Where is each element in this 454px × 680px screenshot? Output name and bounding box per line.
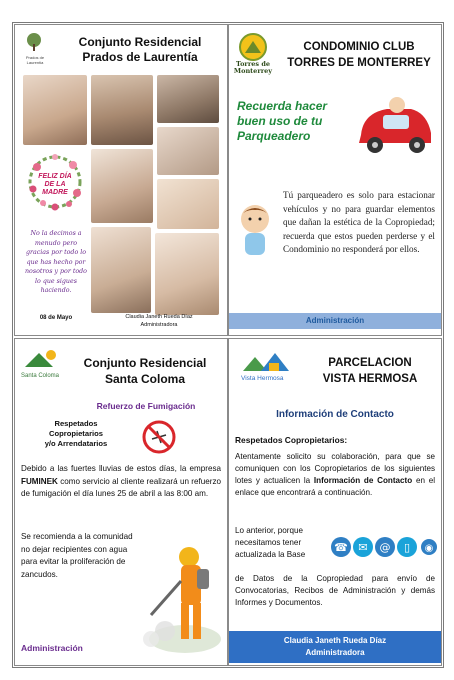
tree-logo <box>23 31 45 53</box>
svg-text:◉: ◉ <box>424 543 434 554</box>
reason-text-b: de Datos de la Copropiedad para envío de Convocatorias, Recibos de Administración y demás Informes y Documentos. <box>235 574 435 607</box>
vista-hermosa-logo <box>239 347 297 373</box>
photo-kids-playing <box>157 179 219 229</box>
fumigation-notice: Debido a las fuertes lluvias de estos días, la empresa FUMINEK como servicio al cliente realizará un refuerzo de fumigación el día lunes 25 de abril a las 8:00 am. <box>21 464 221 498</box>
card-prados-laurentia <box>14 24 228 336</box>
greeting: Respetados Copropietarios y/o Arrendatarios <box>44 419 108 448</box>
no-mosquito-icon <box>141 419 177 455</box>
photo-woman-smiling <box>91 75 153 145</box>
logo-caption: Prados de Laurentia <box>25 55 45 65</box>
card-vista-hermosa <box>228 338 442 666</box>
parking-slogan: Recuerda hacer buen uso de tu Parqueadero <box>237 99 328 143</box>
mother-day-date: 08 de Mayo <box>39 315 73 321</box>
card-title: PARCELACION VISTA HERMOSA <box>322 357 418 385</box>
svg-text:☎: ☎ <box>334 541 348 554</box>
red-car-illustration <box>353 91 437 159</box>
signature-block: Claudia Janeth Rueda Díaz Administradora <box>125 314 193 328</box>
photo-mother-daughter-hug <box>23 75 87 145</box>
photo-mother-baby <box>91 149 153 223</box>
fumigation-subtitle: Refuerzo de Fumigación <box>96 401 196 411</box>
santa-coloma-logo <box>21 347 61 371</box>
photo-child-laughing <box>155 233 219 315</box>
parking-notice: Tú parqueadero es solo para estacionar vehículos y no para guardar elementos que dañan la estética de la Copropiedad; recuerda que estos pueden perderse y el Condominio no responderá por ellos. <box>283 190 435 254</box>
card-title: Conjunto Residencial Santa Coloma <box>83 356 207 386</box>
mother-quote: No la decimos a menudo pero gracias por todo lo que has hecho por nosotros y por todo lo que sigues haciendo. <box>25 230 87 294</box>
footer-bar: Claudia Janeth Rueda Díaz Administradora <box>229 631 441 663</box>
boy-illustration <box>233 201 277 261</box>
logo-name: Torres de Monterrey <box>233 60 273 75</box>
contact-icons <box>329 533 437 563</box>
fumigator-illustration <box>135 535 223 655</box>
photo-flowers-gift <box>91 227 151 313</box>
contact-request: Atentamente solicito su colaboración, para que se comuniquen con los Copropietarios de los siguientes lotes y actualicen la Información de Contacto en el enlace que encontrará a continuación. <box>235 452 435 497</box>
contact-subtitle: Información de Contacto <box>276 409 394 420</box>
svg-text:✉: ✉ <box>358 541 368 554</box>
photo-elder-woman <box>157 75 219 123</box>
monterrey-logo <box>239 33 267 61</box>
svg-text:@: @ <box>379 541 391 554</box>
footer-label: Administración <box>21 643 83 653</box>
card-title: CONDOMINIO CLUB TORRES DE MONTERREY <box>287 41 431 69</box>
logo-name: Vista Hermosa <box>241 375 284 382</box>
reason-text-a: Lo anterior, porque necesitamos tener actualizada la Base <box>235 526 306 559</box>
recommendation: Se recomienda a la comunidad no dejar recipientes con agua para evitar la proliferación de zancudos. <box>21 532 133 579</box>
footer-bar: Administración <box>229 313 441 329</box>
photo-family-hug <box>157 127 219 175</box>
card-torres-monterrey <box>228 24 442 336</box>
svg-text:▯: ▯ <box>403 541 411 554</box>
card-title: Conjunto Residencial Prados de Laurentía <box>78 35 202 64</box>
logo-name: Santa Coloma <box>21 373 60 379</box>
card-santa-coloma <box>14 338 228 666</box>
greeting: Respetados Copropietarios: <box>235 435 348 445</box>
wreath-text: FELIZ DÍA DE LA MADRE <box>38 173 72 196</box>
